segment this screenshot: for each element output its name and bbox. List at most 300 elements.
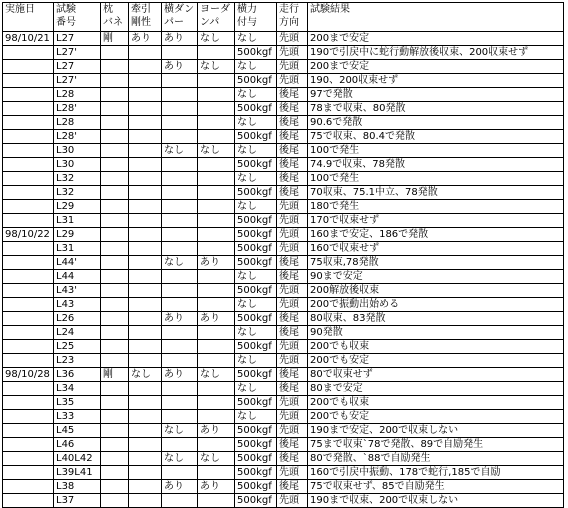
cell-lateral-force: 500kgf xyxy=(235,242,277,256)
cell-lateral-force: 500kgf xyxy=(235,312,277,326)
table-row xyxy=(3,32,564,46)
cell-lateral-damper xyxy=(162,172,198,186)
cell-traction-stiffness xyxy=(129,130,162,144)
cell-direction: 先頭 xyxy=(277,214,308,228)
cell-lateral-damper xyxy=(162,466,198,480)
table-row xyxy=(3,298,564,312)
cell-lateral-force: 500kgf xyxy=(235,368,277,382)
header-test-number: 試験 番号 xyxy=(54,3,101,32)
cell-test-number: L28 xyxy=(54,116,101,130)
cell-result: 200でも収束 xyxy=(308,396,564,410)
table-row xyxy=(3,60,564,74)
cell-pillow-spring xyxy=(101,326,129,340)
cell-pillow-spring: 剛 xyxy=(101,368,129,382)
cell-test-number: L32 xyxy=(54,172,101,186)
cell-result: 70収束、75.1中立、78発散 xyxy=(308,186,564,200)
cell-yaw-damper xyxy=(198,382,235,396)
cell-test-number: L28' xyxy=(54,130,101,144)
cell-yaw-damper xyxy=(198,214,235,228)
cell-lateral-force: なし xyxy=(235,88,277,102)
cell-result: 78まで収束、80発散 xyxy=(308,102,564,116)
cell-result: 74.9で収束、78発散 xyxy=(308,158,564,172)
cell-test-number: L44 xyxy=(54,270,101,284)
cell-date xyxy=(3,46,54,60)
cell-lateral-damper xyxy=(162,130,198,144)
cell-traction-stiffness xyxy=(129,46,162,60)
cell-lateral-force: 500kgf xyxy=(235,158,277,172)
cell-result: 90発散 xyxy=(308,326,564,340)
table-row xyxy=(3,270,564,284)
cell-traction-stiffness xyxy=(129,102,162,116)
table-body xyxy=(3,32,564,508)
cell-pillow-spring xyxy=(101,466,129,480)
cell-yaw-damper xyxy=(198,158,235,172)
cell-test-number: L36 xyxy=(54,368,101,382)
table-row xyxy=(3,396,564,410)
cell-yaw-damper xyxy=(198,130,235,144)
cell-lateral-damper xyxy=(162,242,198,256)
cell-direction: 後尾 xyxy=(277,186,308,200)
cell-result: 75収束,78発散 xyxy=(308,256,564,270)
cell-lateral-force: 500kgf xyxy=(235,228,277,242)
cell-traction-stiffness xyxy=(129,494,162,508)
cell-result: 200でも収束 xyxy=(308,340,564,354)
cell-traction-stiffness xyxy=(129,298,162,312)
cell-traction-stiffness xyxy=(129,312,162,326)
cell-traction-stiffness xyxy=(129,270,162,284)
table-row xyxy=(3,102,564,116)
cell-direction: 後尾 xyxy=(277,158,308,172)
table-row xyxy=(3,46,564,60)
cell-test-number: L23 xyxy=(54,354,101,368)
cell-lateral-damper xyxy=(162,354,198,368)
cell-direction: 後尾 xyxy=(277,102,308,116)
cell-yaw-damper xyxy=(198,326,235,340)
cell-test-number: L45 xyxy=(54,424,101,438)
cell-traction-stiffness xyxy=(129,438,162,452)
cell-result: 180で発生 xyxy=(308,200,564,214)
cell-direction: 先頭 xyxy=(277,32,308,46)
cell-yaw-damper xyxy=(198,102,235,116)
cell-direction: 先頭 xyxy=(277,354,308,368)
cell-result: 200でも安定 xyxy=(308,410,564,424)
cell-pillow-spring xyxy=(101,256,129,270)
cell-yaw-damper: あり xyxy=(198,312,235,326)
cell-direction: 後尾 xyxy=(277,382,308,396)
cell-date xyxy=(3,284,54,298)
cell-direction: 後尾 xyxy=(277,326,308,340)
cell-test-number: L35 xyxy=(54,396,101,410)
cell-lateral-damper xyxy=(162,382,198,396)
cell-direction: 先頭 xyxy=(277,466,308,480)
cell-pillow-spring xyxy=(101,116,129,130)
cell-lateral-damper xyxy=(162,326,198,340)
cell-lateral-force: 500kgf xyxy=(235,480,277,494)
cell-lateral-force: 500kgf xyxy=(235,74,277,88)
cell-result: 90まで安定 xyxy=(308,270,564,284)
cell-result: 80で収束せず xyxy=(308,368,564,382)
cell-yaw-damper xyxy=(198,340,235,354)
cell-result: 75で収束、80.4で発散 xyxy=(308,130,564,144)
cell-direction: 後尾 xyxy=(277,144,308,158)
cell-date xyxy=(3,326,54,340)
table-row xyxy=(3,144,564,158)
cell-lateral-damper: なし xyxy=(162,452,198,466)
cell-direction: 先頭 xyxy=(277,242,308,256)
cell-lateral-force: 500kgf xyxy=(235,186,277,200)
cell-pillow-spring xyxy=(101,284,129,298)
cell-date xyxy=(3,116,54,130)
header-lateral-damper: 横ダン パー xyxy=(162,3,198,32)
cell-test-number: L27' xyxy=(54,46,101,60)
cell-date: 98/10/28 xyxy=(3,368,54,382)
cell-yaw-damper xyxy=(198,494,235,508)
cell-traction-stiffness xyxy=(129,214,162,228)
cell-pillow-spring xyxy=(101,214,129,228)
cell-date xyxy=(3,214,54,228)
cell-pillow-spring xyxy=(101,228,129,242)
table-row xyxy=(3,158,564,172)
cell-test-number: L39L41 xyxy=(54,466,101,480)
cell-lateral-damper: なし xyxy=(162,144,198,158)
cell-date xyxy=(3,312,54,326)
table-row xyxy=(3,172,564,186)
table-row xyxy=(3,186,564,200)
cell-result: 80収束、83発散 xyxy=(308,312,564,326)
cell-lateral-damper xyxy=(162,200,198,214)
cell-test-number: L28 xyxy=(54,88,101,102)
cell-result: 200まで安定 xyxy=(308,32,564,46)
cell-direction: 先頭 xyxy=(277,340,308,354)
cell-traction-stiffness xyxy=(129,326,162,340)
cell-lateral-force: なし xyxy=(235,410,277,424)
cell-yaw-damper xyxy=(198,270,235,284)
cell-direction: 先頭 xyxy=(277,396,308,410)
cell-direction: 後尾 xyxy=(277,438,308,452)
cell-result: 97で発散 xyxy=(308,88,564,102)
cell-traction-stiffness xyxy=(129,354,162,368)
cell-test-number: L32 xyxy=(54,186,101,200)
cell-date xyxy=(3,186,54,200)
table-row xyxy=(3,312,564,326)
cell-date xyxy=(3,242,54,256)
cell-result: 200解放後収束 xyxy=(308,284,564,298)
header-direction: 走行 方向 xyxy=(277,3,308,32)
cell-yaw-damper: なし xyxy=(198,60,235,74)
cell-lateral-force: 500kgf xyxy=(235,424,277,438)
cell-traction-stiffness: あり xyxy=(129,32,162,46)
cell-result: 190、200収束せず xyxy=(308,74,564,88)
cell-date xyxy=(3,494,54,508)
cell-lateral-force: 500kgf xyxy=(235,494,277,508)
cell-pillow-spring xyxy=(101,312,129,326)
cell-lateral-damper xyxy=(162,396,198,410)
cell-lateral-force: 500kgf xyxy=(235,466,277,480)
cell-lateral-force: なし xyxy=(235,60,277,74)
cell-direction: 先頭 xyxy=(277,46,308,60)
cell-traction-stiffness xyxy=(129,452,162,466)
cell-yaw-damper xyxy=(198,396,235,410)
cell-direction: 後尾 xyxy=(277,368,308,382)
cell-date xyxy=(3,424,54,438)
cell-result: 160まで安定、186で発散 xyxy=(308,228,564,242)
cell-lateral-damper xyxy=(162,494,198,508)
table-row xyxy=(3,438,564,452)
cell-test-number: L24 xyxy=(54,326,101,340)
cell-result: 190まで収束、200で収束しない xyxy=(308,494,564,508)
table-row xyxy=(3,88,564,102)
cell-lateral-damper xyxy=(162,270,198,284)
cell-test-number: L37 xyxy=(54,494,101,508)
cell-test-number: L30 xyxy=(54,144,101,158)
cell-direction: 後尾 xyxy=(277,116,308,130)
cell-yaw-damper xyxy=(198,284,235,298)
cell-yaw-damper: なし xyxy=(198,144,235,158)
cell-date xyxy=(3,396,54,410)
cell-pillow-spring xyxy=(101,354,129,368)
cell-pillow-spring xyxy=(101,102,129,116)
cell-lateral-damper xyxy=(162,410,198,424)
cell-traction-stiffness xyxy=(129,340,162,354)
cell-test-number: L29 xyxy=(54,228,101,242)
cell-pillow-spring xyxy=(101,130,129,144)
cell-date xyxy=(3,466,54,480)
cell-pillow-spring xyxy=(101,382,129,396)
cell-direction: 先頭 xyxy=(277,200,308,214)
cell-lateral-force: なし xyxy=(235,326,277,340)
cell-lateral-damper: あり xyxy=(162,312,198,326)
cell-test-number: L27' xyxy=(54,74,101,88)
cell-result: 200でも安定 xyxy=(308,354,564,368)
table-row xyxy=(3,284,564,298)
table-row xyxy=(3,368,564,382)
table-row xyxy=(3,410,564,424)
cell-lateral-damper xyxy=(162,284,198,298)
cell-traction-stiffness xyxy=(129,144,162,158)
cell-lateral-force: なし xyxy=(235,354,277,368)
cell-pillow-spring xyxy=(101,494,129,508)
cell-direction: 先頭 xyxy=(277,284,308,298)
table-row xyxy=(3,452,564,466)
cell-pillow-spring xyxy=(101,452,129,466)
cell-traction-stiffness xyxy=(129,74,162,88)
cell-date xyxy=(3,438,54,452)
cell-yaw-damper xyxy=(198,410,235,424)
cell-date xyxy=(3,60,54,74)
cell-date xyxy=(3,74,54,88)
cell-lateral-damper: あり xyxy=(162,32,198,46)
cell-result: 200まで安定 xyxy=(308,60,564,74)
cell-traction-stiffness xyxy=(129,410,162,424)
cell-yaw-damper xyxy=(198,466,235,480)
cell-traction-stiffness xyxy=(129,284,162,298)
cell-lateral-force: 500kgf xyxy=(235,102,277,116)
cell-date xyxy=(3,200,54,214)
cell-direction: 後尾 xyxy=(277,256,308,270)
header-pillow-spring: 枕 バネ xyxy=(101,3,129,32)
cell-lateral-damper xyxy=(162,214,198,228)
cell-pillow-spring xyxy=(101,172,129,186)
cell-direction: 後尾 xyxy=(277,88,308,102)
cell-yaw-damper xyxy=(198,116,235,130)
cell-lateral-damper xyxy=(162,46,198,60)
cell-result: 160で収束せず xyxy=(308,242,564,256)
cell-pillow-spring xyxy=(101,88,129,102)
cell-lateral-damper xyxy=(162,438,198,452)
table-row xyxy=(3,424,564,438)
cell-lateral-damper: あり xyxy=(162,60,198,74)
cell-lateral-force: なし xyxy=(235,172,277,186)
cell-pillow-spring xyxy=(101,74,129,88)
cell-direction: 後尾 xyxy=(277,130,308,144)
header-yaw-damper: ヨーダ ンパ xyxy=(198,3,235,32)
cell-date xyxy=(3,410,54,424)
cell-lateral-force: 500kgf xyxy=(235,396,277,410)
cell-traction-stiffness xyxy=(129,116,162,130)
cell-traction-stiffness xyxy=(129,424,162,438)
cell-yaw-damper xyxy=(198,172,235,186)
cell-test-number: L33 xyxy=(54,410,101,424)
cell-date xyxy=(3,102,54,116)
cell-direction: 先頭 xyxy=(277,410,308,424)
cell-lateral-force: なし xyxy=(235,144,277,158)
cell-lateral-force: 500kgf xyxy=(235,452,277,466)
cell-lateral-damper xyxy=(162,74,198,88)
table-row xyxy=(3,466,564,480)
cell-date xyxy=(3,158,54,172)
cell-yaw-damper: あり xyxy=(198,424,235,438)
cell-date xyxy=(3,144,54,158)
cell-lateral-force: 500kgf xyxy=(235,284,277,298)
cell-lateral-force: 500kgf xyxy=(235,214,277,228)
table-row xyxy=(3,130,564,144)
cell-traction-stiffness xyxy=(129,158,162,172)
cell-traction-stiffness xyxy=(129,228,162,242)
cell-lateral-damper: あり xyxy=(162,368,198,382)
cell-lateral-force: なし xyxy=(235,382,277,396)
cell-date xyxy=(3,354,54,368)
header-row xyxy=(3,3,564,32)
cell-direction: 先頭 xyxy=(277,228,308,242)
cell-result: 90.6で発散 xyxy=(308,116,564,130)
cell-lateral-force: なし xyxy=(235,200,277,214)
cell-pillow-spring xyxy=(101,186,129,200)
cell-date xyxy=(3,340,54,354)
cell-date xyxy=(3,480,54,494)
cell-lateral-damper xyxy=(162,102,198,116)
table-row xyxy=(3,214,564,228)
table-row xyxy=(3,116,564,130)
cell-test-number: L43 xyxy=(54,298,101,312)
table-row xyxy=(3,354,564,368)
cell-result: 100で発生 xyxy=(308,144,564,158)
header-date: 実施日 xyxy=(3,3,54,32)
cell-yaw-damper: なし xyxy=(198,368,235,382)
cell-traction-stiffness xyxy=(129,60,162,74)
cell-result: 100で発生 xyxy=(308,172,564,186)
cell-test-number: L29 xyxy=(54,200,101,214)
cell-lateral-damper xyxy=(162,186,198,200)
cell-pillow-spring xyxy=(101,424,129,438)
cell-result: 200で振動出始める xyxy=(308,298,564,312)
cell-direction: 先頭 xyxy=(277,74,308,88)
cell-pillow-spring xyxy=(101,144,129,158)
cell-date: 98/10/22 xyxy=(3,228,54,242)
cell-lateral-damper xyxy=(162,228,198,242)
cell-date xyxy=(3,452,54,466)
cell-yaw-damper xyxy=(198,298,235,312)
cell-direction: 先頭 xyxy=(277,60,308,74)
cell-pillow-spring xyxy=(101,480,129,494)
cell-traction-stiffness xyxy=(129,466,162,480)
cell-traction-stiffness xyxy=(129,480,162,494)
cell-lateral-damper: なし xyxy=(162,256,198,270)
table-row xyxy=(3,242,564,256)
cell-direction: 後尾 xyxy=(277,312,308,326)
cell-direction: 後尾 xyxy=(277,452,308,466)
cell-pillow-spring xyxy=(101,396,129,410)
table-row xyxy=(3,480,564,494)
cell-result: 190まで安定、200で収束しない xyxy=(308,424,564,438)
cell-lateral-damper xyxy=(162,158,198,172)
cell-pillow-spring xyxy=(101,340,129,354)
cell-test-number: L28' xyxy=(54,102,101,116)
cell-traction-stiffness xyxy=(129,200,162,214)
test-results-table xyxy=(2,2,564,508)
cell-lateral-force: 500kgf xyxy=(235,256,277,270)
header-traction-stiffness: 牽引 剛性 xyxy=(129,3,162,32)
cell-traction-stiffness: なし xyxy=(129,368,162,382)
cell-test-number: L25 xyxy=(54,340,101,354)
table-row xyxy=(3,494,564,508)
cell-test-number: L31 xyxy=(54,214,101,228)
table-row xyxy=(3,256,564,270)
table-row xyxy=(3,340,564,354)
cell-lateral-force: 500kgf xyxy=(235,340,277,354)
cell-yaw-damper: なし xyxy=(198,32,235,46)
cell-lateral-force: 500kgf xyxy=(235,438,277,452)
header-lateral-force: 横力 付与 xyxy=(235,3,277,32)
cell-yaw-damper: あり xyxy=(198,480,235,494)
table-row xyxy=(3,228,564,242)
cell-date xyxy=(3,298,54,312)
cell-date xyxy=(3,256,54,270)
cell-result: 75まで収束`78で発散、89で自励発生 xyxy=(308,438,564,452)
cell-result: 170で収束せず xyxy=(308,214,564,228)
cell-test-number: L40L42 xyxy=(54,452,101,466)
table-row xyxy=(3,74,564,88)
cell-yaw-damper xyxy=(198,46,235,60)
cell-lateral-damper xyxy=(162,298,198,312)
cell-date: 98/10/21 xyxy=(3,32,54,46)
cell-result: 190で引戻中に蛇行動解放後収束、200収束せず xyxy=(308,46,564,60)
cell-date xyxy=(3,172,54,186)
cell-traction-stiffness xyxy=(129,172,162,186)
cell-test-number: L44' xyxy=(54,256,101,270)
cell-lateral-damper xyxy=(162,340,198,354)
cell-traction-stiffness xyxy=(129,396,162,410)
cell-lateral-force: 500kgf xyxy=(235,130,277,144)
cell-result: 75で収束せず、85で自励発生 xyxy=(308,480,564,494)
cell-date xyxy=(3,270,54,284)
cell-lateral-force: なし xyxy=(235,298,277,312)
cell-test-number: L27 xyxy=(54,60,101,74)
cell-yaw-damper xyxy=(198,200,235,214)
cell-yaw-damper xyxy=(198,228,235,242)
cell-pillow-spring: 剛 xyxy=(101,32,129,46)
cell-traction-stiffness xyxy=(129,88,162,102)
cell-lateral-damper: あり xyxy=(162,480,198,494)
